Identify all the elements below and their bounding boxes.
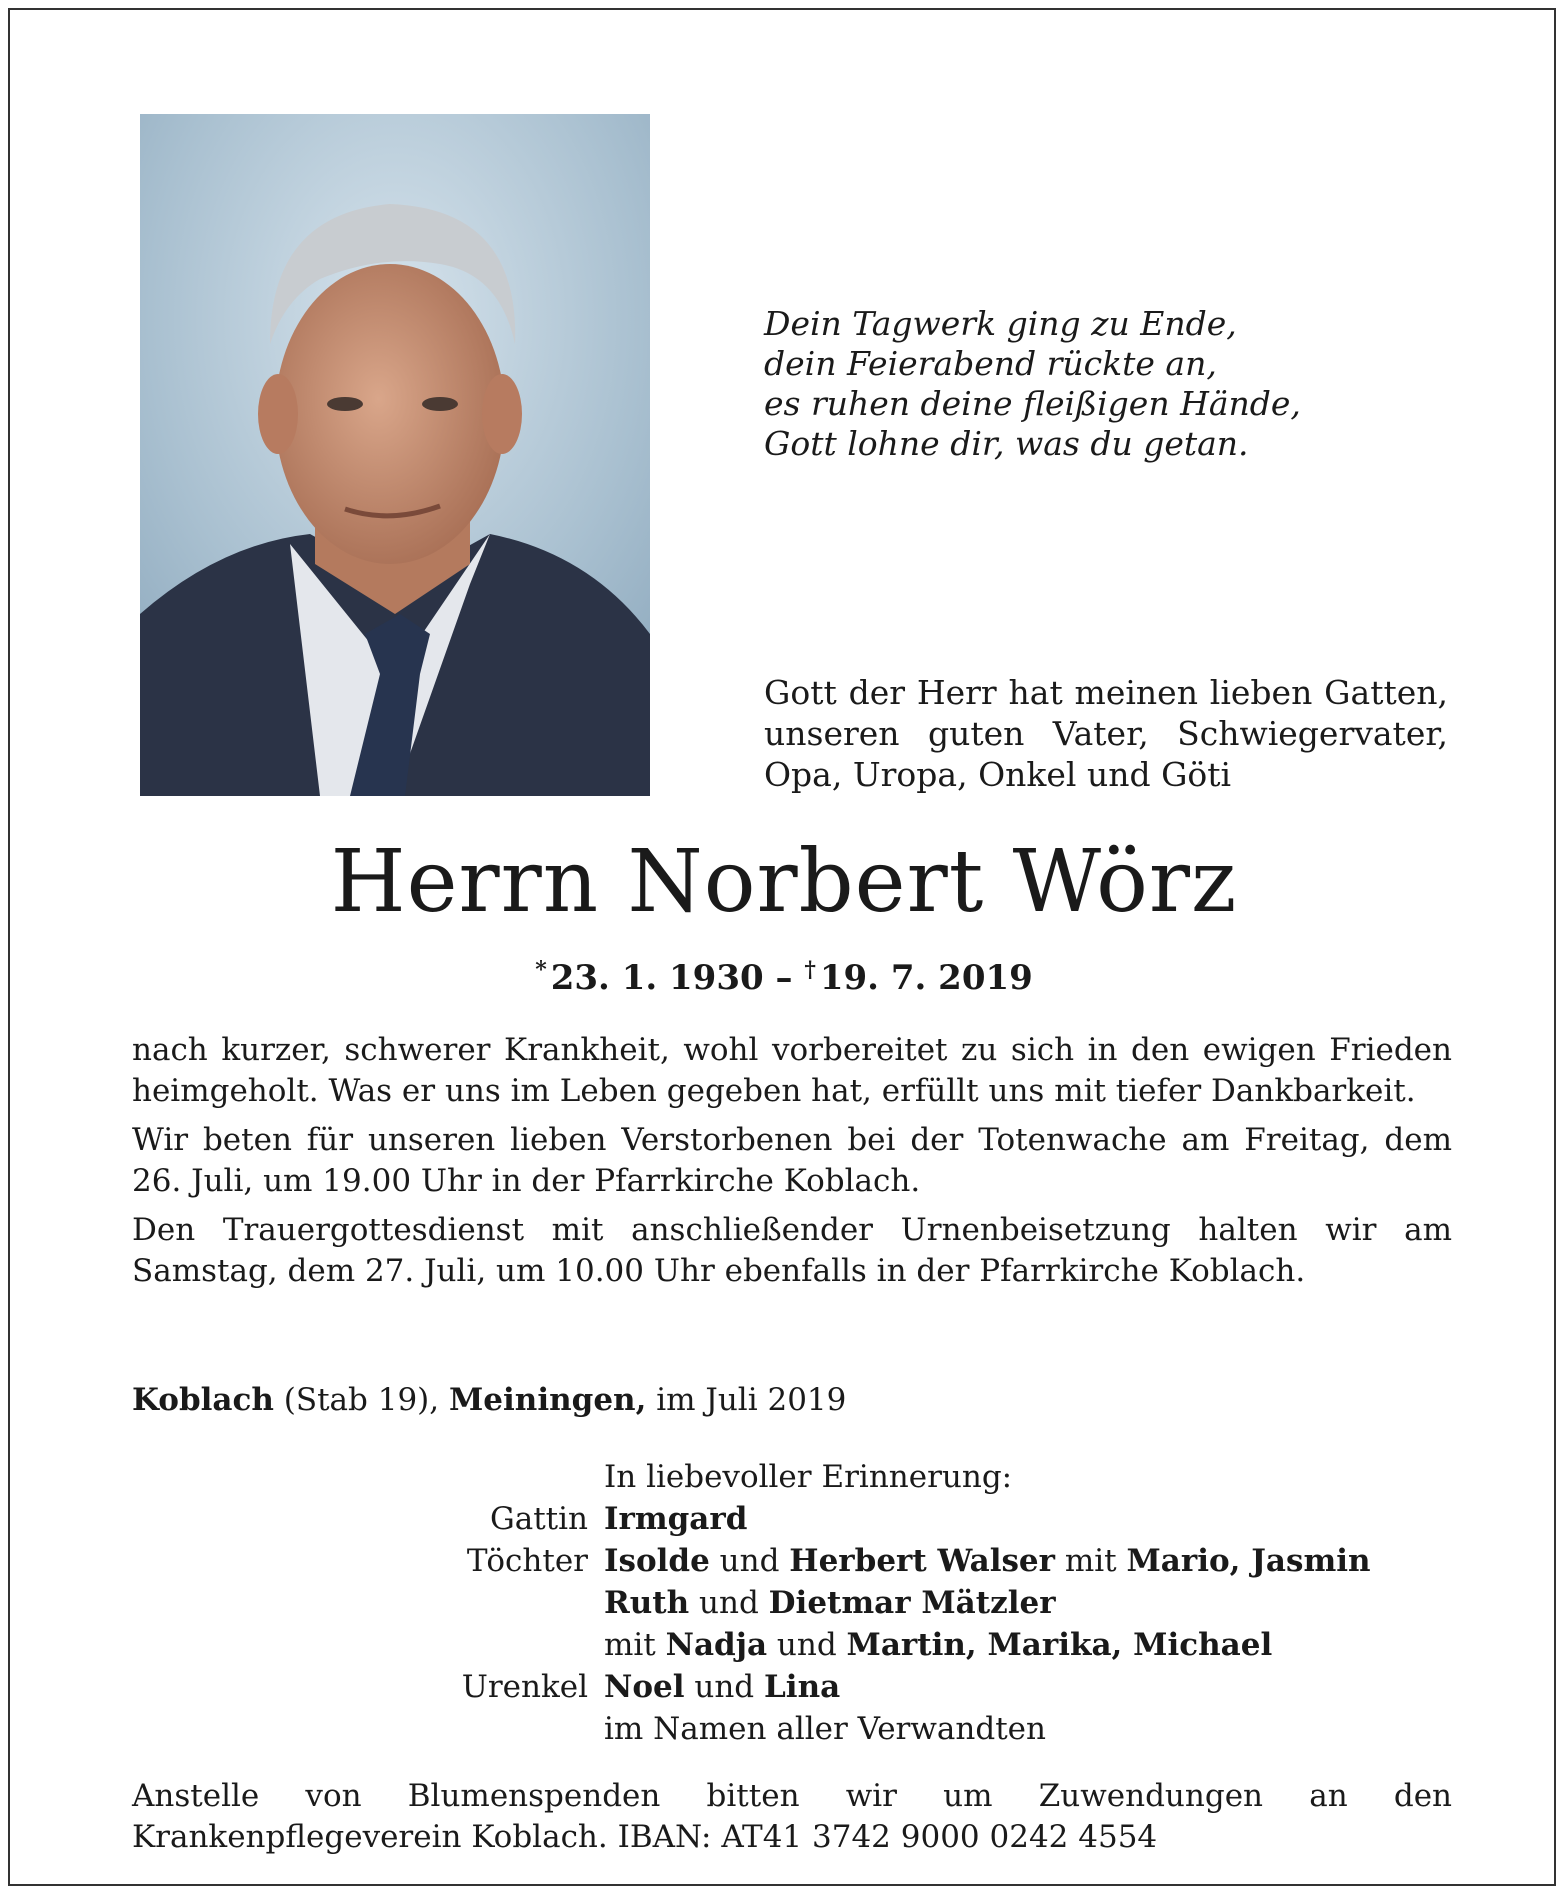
family-name: Herbert Walser <box>789 1543 1055 1579</box>
death-symbol: † <box>804 957 816 983</box>
family-heading-row <box>434 1456 1474 1498</box>
family-name: Isolde <box>604 1543 710 1579</box>
place-detail: (Stab 19), <box>273 1382 449 1418</box>
role-label: Urenkel <box>461 1669 588 1705</box>
family-row-daughters <box>434 1540 1474 1582</box>
role-empty <box>434 1582 604 1624</box>
donation-note: Anstelle von Blumenspenden bitten wir um Zuwendungen an den Krankenpflegeverein Koblach. IBAN: AT41 3742 9000 0242 4554 <box>132 1778 1452 1855</box>
death-date: 19. 7. 2019 <box>819 958 1033 998</box>
family-list <box>434 1456 1474 1750</box>
life-dates <box>10 948 1558 1000</box>
family-closing-row <box>434 1708 1474 1750</box>
place-date-line <box>132 1380 846 1420</box>
family-name: Martin, Marika, Michael <box>846 1627 1273 1663</box>
connector-text: und <box>709 1543 790 1579</box>
family-name: Mario, Jasmin <box>1126 1543 1371 1579</box>
place-koblach: Koblach <box>132 1382 274 1418</box>
place-meiningen: Meiningen, <box>448 1382 647 1418</box>
poem-line: es ruhen deine fleißigen Hände, <box>764 384 1301 423</box>
intro-line: Gott der Herr hat meinen lieben Gatten, <box>764 673 1448 712</box>
family-heading: In liebevoller Erinnerung: <box>604 1459 1013 1495</box>
connector-text: und <box>684 1669 764 1705</box>
family-closing: im Namen aller Verwandten <box>604 1711 1046 1747</box>
poem <box>764 304 1504 464</box>
body-paragraph: Wir beten für unseren lieben Verstorbenen bei der Totenwache am Freitag, dem 26. Juli, um 19.00 Uhr in der Pfarrkirche Koblach. <box>132 1122 1452 1199</box>
family-name: Lina <box>764 1669 841 1705</box>
portrait-image <box>140 114 650 796</box>
deceased-name: Herrn Norbert Wörz <box>330 832 1238 932</box>
body-paragraph: Den Trauergottesdienst mit anschließender Urnenbeisetzung halten wir am Samstag, dem 27. Juli, um 10.00 Uhr ebenfalls in der Pfarrkirche Koblach. <box>132 1212 1452 1289</box>
family-row-great-grandchildren <box>434 1666 1474 1708</box>
intro-text <box>764 672 1448 795</box>
birth-date: 23. 1. 1930 <box>550 958 764 998</box>
poem-line: dein Feierabend rückte an, <box>764 344 1217 383</box>
portrait-photo <box>140 114 650 796</box>
body-paragraph: nach kurzer, schwerer Krankheit, wohl vorbereitet zu sich in den ewigen Frieden heimgeholt. Was er uns im Leben gegeben hat, erfüllt uns mit tiefer Dankbarkeit. <box>132 1032 1452 1109</box>
family-name: Irmgard <box>604 1501 748 1537</box>
obituary-card <box>8 8 1556 1886</box>
intro-line: Opa, Uropa, Onkel und Göti <box>764 755 1232 794</box>
role-empty <box>434 1624 604 1666</box>
connector-text: mit <box>604 1627 666 1663</box>
birth-symbol: * <box>535 957 547 983</box>
family-name: Noel <box>604 1669 685 1705</box>
place-date: im Juli 2019 <box>646 1382 847 1418</box>
family-row-grandchildren <box>434 1624 1474 1666</box>
connector-text: mit <box>1054 1543 1127 1579</box>
family-row-daughter-2 <box>434 1582 1474 1624</box>
family-name: Nadja <box>665 1627 768 1663</box>
family-name: Dietmar Mätzler <box>768 1585 1056 1621</box>
intro-line: unseren guten Vater, Schwiegervater, <box>764 714 1448 753</box>
poem-line: Dein Tagwerk ging zu Ende, <box>764 304 1237 343</box>
role-empty <box>434 1456 604 1498</box>
family-row-wife <box>434 1498 1474 1540</box>
connector-text: und <box>767 1627 847 1663</box>
body-text <box>132 1030 1452 1300</box>
role-label: Töchter <box>466 1543 588 1579</box>
family-name: Ruth <box>604 1585 690 1621</box>
role-label: Gattin <box>489 1501 588 1537</box>
connector-text: und <box>689 1585 769 1621</box>
role-empty <box>434 1708 604 1750</box>
date-separator: – <box>775 958 793 998</box>
poem-line: Gott lohne dir, was du getan. <box>764 424 1249 463</box>
